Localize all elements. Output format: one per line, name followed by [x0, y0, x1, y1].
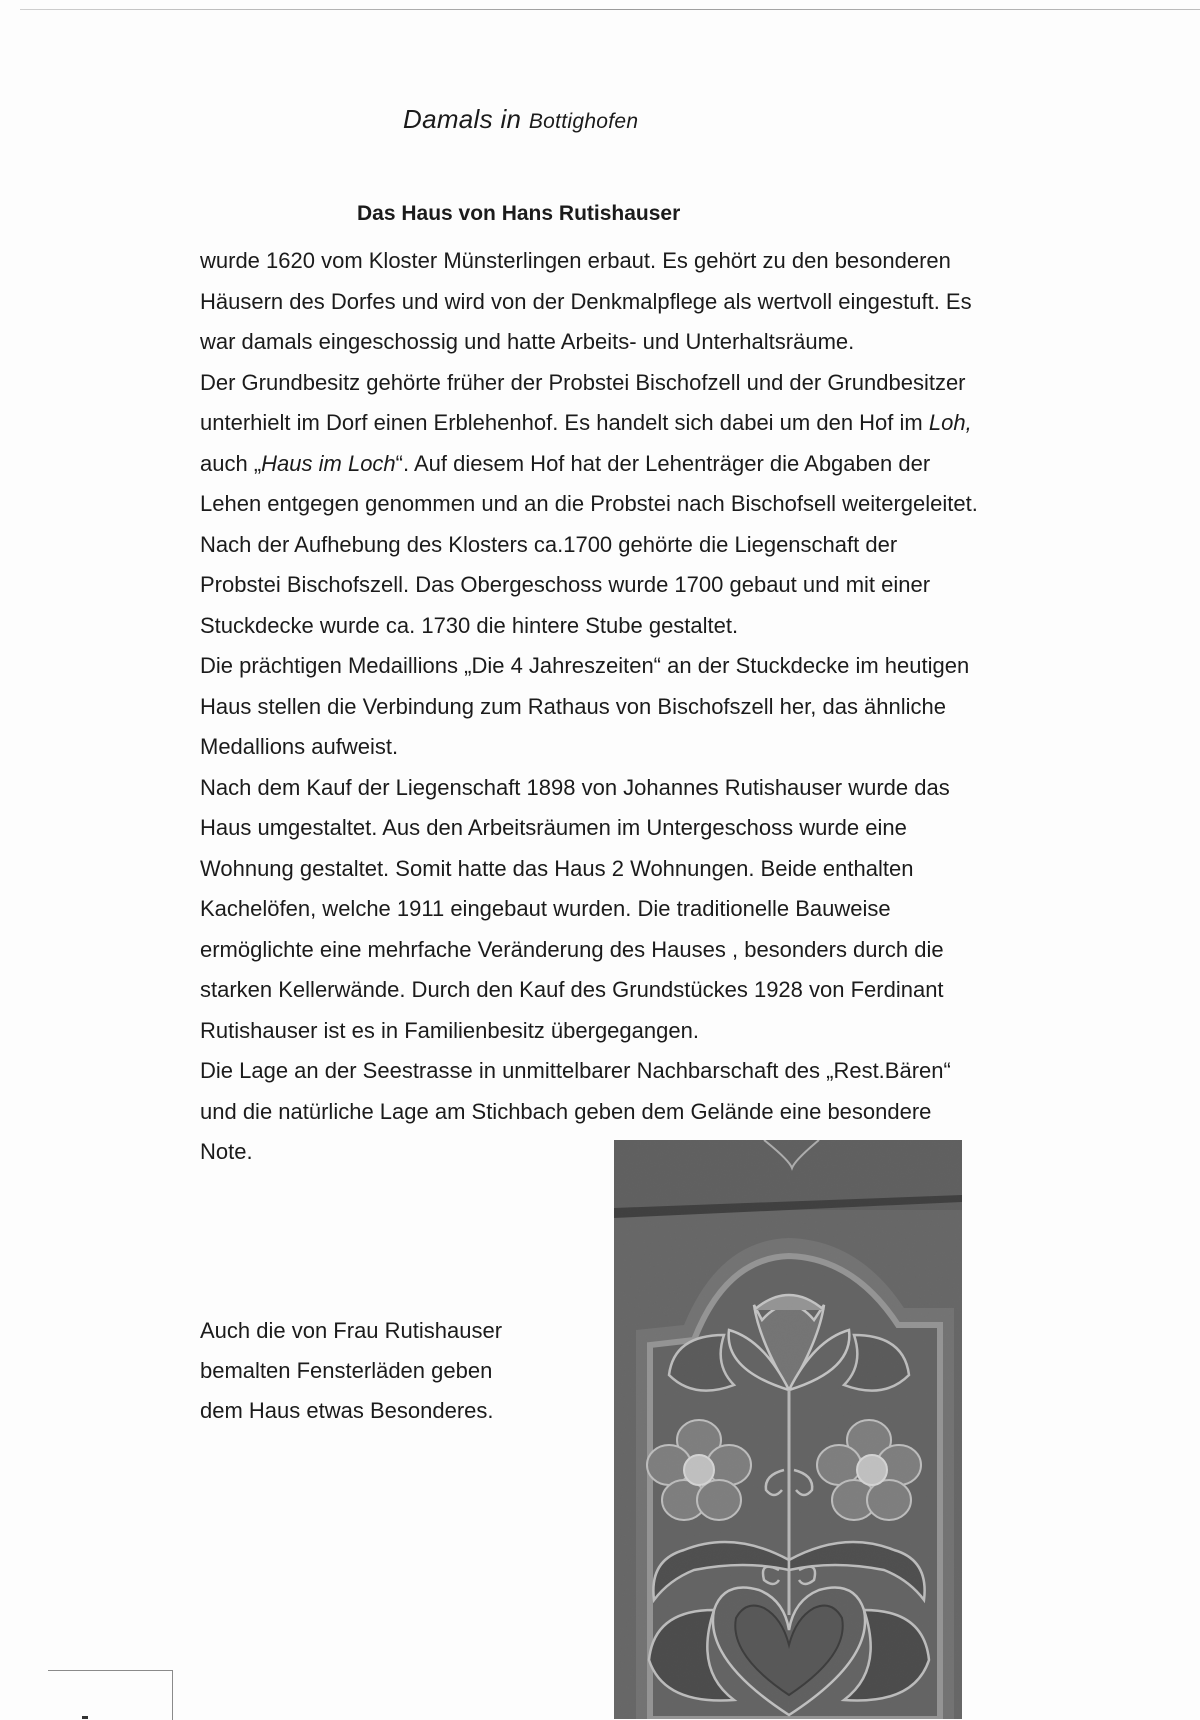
body-line-italic: Loh,	[928, 410, 972, 435]
body-line: Der Grundbesitz gehörte früher der Probstei Bischofzell und der Grundbesitzer	[200, 369, 966, 395]
body-line: Note.	[200, 1139, 253, 1164]
body-line: Stuckdecke wurde ca. 1730 die hintere Stube gestaltet.	[200, 612, 739, 638]
caption-line: Auch die von Frau Rutishauser	[200, 1318, 503, 1343]
title-main: Damals in	[403, 104, 522, 134]
photo-caption	[200, 1311, 502, 1431]
body-line: Die Lage an der Seestrasse in unmittelbarer Nachbarschaft des „Rest.Bären“	[200, 1058, 951, 1083]
body-line: ermöglichte eine mehrfache Veränderung des Hauses , besonders durch die	[200, 936, 944, 962]
body-line: und die natürliche Lage am Stichbach geben dem Gelände eine besondere	[200, 1098, 932, 1124]
scan-edge-line	[20, 9, 1200, 10]
body-line	[200, 403, 1200, 444]
body-line: Medallions aufweist.	[200, 734, 399, 759]
painted-shutter-illustration	[614, 1140, 962, 1719]
body-line: Rutishauser ist es in Familienbesitz übergegangen.	[200, 1017, 699, 1043]
body-line: Probstei Bischofszell. Das Obergeschoss wurde 1700 gebaut und mit einer	[200, 572, 931, 597]
document-title	[403, 104, 638, 135]
body-line-text: unterhielt im Dorf einen Erblehenhof. Es handelt sich dabei um den Hof im	[200, 410, 929, 435]
caption-line: bemalten Fensterläden geben	[200, 1358, 493, 1383]
body-line: Haus stellen die Verbindung zum Rathaus von Bischofszell her, das ähnliche	[200, 693, 947, 719]
body-line: wurde 1620 vom Kloster Münsterlingen erbaut. Es gehört zu den besonderen	[200, 248, 951, 273]
body-line-italic: Haus im Loch	[261, 450, 396, 476]
body-line: starken Kellerwände. Durch den Kauf des Grundstückes 1928 von Ferdinant	[200, 977, 944, 1002]
body-line	[200, 444, 1200, 485]
body-line: Nach der Aufhebung des Klosters ca.1700 gehörte die Liegenschaft der	[200, 531, 898, 557]
shutter-photo	[614, 1140, 962, 1719]
body-line: Kachelöfen, welche 1911 eingebaut wurden. Die traditionelle Bauweise	[200, 896, 891, 921]
caption-line: dem Haus etwas Besonderes.	[200, 1398, 494, 1423]
article-heading: Das Haus von Hans Rutishauser	[357, 202, 681, 225]
body-line: Lehen entgegen genommen und an die Probstei nach Bischofsell weitergeleitet.	[200, 491, 978, 516]
body-line: Häusern des Dorfes und wird von der Denkmalpflege als wertvoll eingestuft. Es	[200, 288, 972, 314]
body-text	[200, 241, 1200, 1173]
body-line: Haus umgestaltet. Aus den Arbeitsräumen im Untergeschoss wurde eine	[200, 815, 907, 840]
scan-corner-mark	[48, 1670, 173, 1720]
body-line: war damals eingeschossig und hatte Arbeits- und Unterhaltsräume.	[200, 329, 855, 354]
body-line-text: auch „	[200, 450, 262, 476]
body-line: Die prächtigen Medaillions „Die 4 Jahreszeiten“ an der Stuckdecke im heutigen	[200, 653, 970, 678]
title-place: Bottighofen	[528, 110, 639, 133]
body-line: Wohnung gestaltet. Somit hatte das Haus 2 Wohnungen. Beide enthalten	[200, 855, 914, 881]
body-line-text: “. Auf diesem Hof hat der Lehenträger die Abgaben der	[395, 450, 931, 476]
body-line: Nach dem Kauf der Liegenschaft 1898 von Johannes Rutishauser wurde das	[200, 774, 950, 800]
photo-grain	[614, 1140, 962, 1719]
